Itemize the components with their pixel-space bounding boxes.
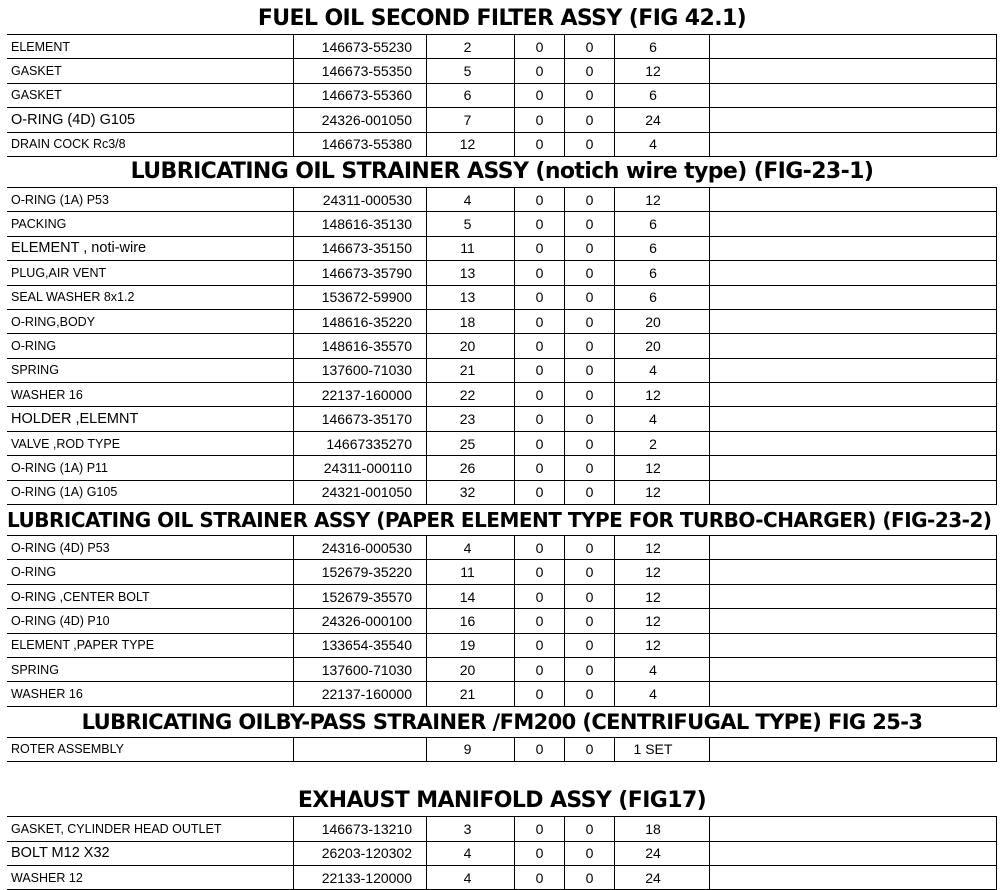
part-number-cell: 24311-000110 xyxy=(294,456,427,479)
remarks-cell xyxy=(710,432,997,455)
qty-b-cell: 0 xyxy=(565,359,615,382)
part-number-cell: 24311-000530 xyxy=(294,188,427,211)
qty-b-cell: 0 xyxy=(565,133,615,156)
remarks-cell xyxy=(710,634,997,657)
qty-total-cell: 24 xyxy=(615,866,710,889)
part-name-cell: GASKET, CYLINDER HEAD OUTLET xyxy=(7,817,294,840)
part-number-cell: 24316-000530 xyxy=(294,536,427,559)
qty-total-cell: 12 xyxy=(615,536,710,559)
qty-b-cell: 0 xyxy=(565,310,615,333)
table-row xyxy=(7,634,997,658)
part-name-cell: O-RING (4D) P53 xyxy=(7,536,294,559)
qty-b-cell: 0 xyxy=(565,585,615,608)
section-title: LUBRICATING OIL STRAINER ASSY (PAPER ELEMENT TYPE FOR TURBO-CHARGER) (FIG-23-2) xyxy=(7,505,997,536)
qty-a-cell: 0 xyxy=(515,560,565,583)
qty-total-cell: 12 xyxy=(615,609,710,632)
remarks-cell xyxy=(710,212,997,235)
remarks-cell xyxy=(710,237,997,260)
table-row xyxy=(7,84,997,108)
part-number-cell: 146673-35790 xyxy=(294,261,427,284)
fig-number-cell: 11 xyxy=(427,237,515,260)
part-number-cell: 26203-120302 xyxy=(294,842,427,865)
fig-number-cell: 20 xyxy=(427,658,515,681)
section-spacer xyxy=(7,762,997,786)
table-row xyxy=(7,609,997,633)
part-number-cell xyxy=(294,738,427,761)
qty-total-cell: 24 xyxy=(615,108,710,131)
table-row xyxy=(7,585,997,609)
qty-a-cell: 0 xyxy=(515,133,565,156)
table-row xyxy=(7,866,997,890)
table-row xyxy=(7,481,997,505)
table-row xyxy=(7,108,997,132)
fig-number-cell: 18 xyxy=(427,310,515,333)
qty-total-cell: 12 xyxy=(615,383,710,406)
part-number-cell: 22137-160000 xyxy=(294,682,427,705)
qty-total-cell: 4 xyxy=(615,133,710,156)
qty-a-cell: 0 xyxy=(515,817,565,840)
qty-a-cell: 0 xyxy=(515,383,565,406)
part-name-cell: SEAL WASHER 8x1.2 xyxy=(7,286,294,309)
fig-number-cell: 21 xyxy=(427,359,515,382)
table-row xyxy=(7,658,997,682)
qty-total-cell: 6 xyxy=(615,84,710,107)
table-row xyxy=(7,59,997,83)
section-title: FUEL OIL SECOND FILTER ASSY (FIG 42.1) xyxy=(7,4,997,35)
qty-b-cell: 0 xyxy=(565,286,615,309)
part-number-cell: 24326-000100 xyxy=(294,609,427,632)
part-name-cell: GASKET xyxy=(7,59,294,82)
remarks-cell xyxy=(710,658,997,681)
remarks-cell xyxy=(710,59,997,82)
section-title: LUBRICATING OIL STRAINER ASSY (notich wire type) (FIG-23-1) xyxy=(7,157,997,188)
table-row xyxy=(7,212,997,236)
remarks-cell xyxy=(710,133,997,156)
part-number-cell: 137600-71030 xyxy=(294,658,427,681)
qty-b-cell: 0 xyxy=(565,658,615,681)
fig-number-cell: 11 xyxy=(427,560,515,583)
qty-b-cell: 0 xyxy=(565,261,615,284)
table-row xyxy=(7,817,997,841)
qty-total-cell: 12 xyxy=(615,585,710,608)
remarks-cell xyxy=(710,842,997,865)
qty-total-cell: 12 xyxy=(615,481,710,504)
qty-total-cell: 2 xyxy=(615,432,710,455)
part-name-cell: VALVE ,ROD TYPE xyxy=(7,432,294,455)
fig-number-cell: 9 xyxy=(427,738,515,761)
part-number-cell: 146673-55230 xyxy=(294,35,427,58)
part-number-cell: 22137-160000 xyxy=(294,383,427,406)
qty-b-cell: 0 xyxy=(565,108,615,131)
qty-b-cell: 0 xyxy=(565,560,615,583)
remarks-cell xyxy=(710,188,997,211)
table-row xyxy=(7,286,997,310)
qty-total-cell: 6 xyxy=(615,261,710,284)
remarks-cell xyxy=(710,560,997,583)
part-number-cell: 146673-55360 xyxy=(294,84,427,107)
qty-a-cell: 0 xyxy=(515,35,565,58)
qty-a-cell: 0 xyxy=(515,866,565,889)
qty-a-cell: 0 xyxy=(515,84,565,107)
part-name-cell: PLUG,AIR VENT xyxy=(7,261,294,284)
part-number-cell: 137600-71030 xyxy=(294,359,427,382)
qty-b-cell: 0 xyxy=(565,866,615,889)
part-name-cell: GASKET xyxy=(7,84,294,107)
part-number-cell: 24321-001050 xyxy=(294,481,427,504)
qty-total-cell: 12 xyxy=(615,188,710,211)
part-name-cell: PACKING xyxy=(7,212,294,235)
qty-a-cell: 0 xyxy=(515,738,565,761)
qty-a-cell: 0 xyxy=(515,536,565,559)
part-name-cell: DRAIN COCK Rc3/8 xyxy=(7,133,294,156)
qty-b-cell: 0 xyxy=(565,188,615,211)
table-row xyxy=(7,407,997,431)
part-number-cell: 146673-55350 xyxy=(294,59,427,82)
remarks-cell xyxy=(710,407,997,430)
qty-b-cell: 0 xyxy=(565,634,615,657)
fig-number-cell: 13 xyxy=(427,286,515,309)
part-number-cell: 153672-59900 xyxy=(294,286,427,309)
qty-b-cell: 0 xyxy=(565,609,615,632)
part-name-cell: O-RING (1A) G105 xyxy=(7,481,294,504)
table-row xyxy=(7,35,997,59)
qty-a-cell: 0 xyxy=(515,432,565,455)
qty-a-cell: 0 xyxy=(515,237,565,260)
part-number-cell: 22133-120000 xyxy=(294,866,427,889)
part-name-cell: ELEMENT xyxy=(7,35,294,58)
qty-total-cell: 6 xyxy=(615,35,710,58)
qty-total-cell: 4 xyxy=(615,682,710,705)
qty-total-cell: 12 xyxy=(615,634,710,657)
part-name-cell: WASHER 16 xyxy=(7,682,294,705)
qty-total-cell: 4 xyxy=(615,407,710,430)
part-number-cell: 146673-55380 xyxy=(294,133,427,156)
qty-a-cell: 0 xyxy=(515,59,565,82)
qty-a-cell: 0 xyxy=(515,609,565,632)
table-row xyxy=(7,682,997,706)
fig-number-cell: 12 xyxy=(427,133,515,156)
fig-number-cell: 4 xyxy=(427,866,515,889)
qty-b-cell: 0 xyxy=(565,35,615,58)
qty-b-cell: 0 xyxy=(565,334,615,357)
qty-a-cell: 0 xyxy=(515,108,565,131)
qty-b-cell: 0 xyxy=(565,682,615,705)
remarks-cell xyxy=(710,84,997,107)
qty-b-cell: 0 xyxy=(565,84,615,107)
remarks-cell xyxy=(710,310,997,333)
part-name-cell: BOLT M12 X32 xyxy=(7,842,294,865)
qty-a-cell: 0 xyxy=(515,286,565,309)
fig-number-cell: 25 xyxy=(427,432,515,455)
qty-total-cell: 24 xyxy=(615,842,710,865)
remarks-cell xyxy=(710,35,997,58)
qty-total-cell: 20 xyxy=(615,310,710,333)
qty-total-cell: 6 xyxy=(615,212,710,235)
qty-a-cell: 0 xyxy=(515,188,565,211)
table-row xyxy=(7,310,997,334)
qty-b-cell: 0 xyxy=(565,407,615,430)
fig-number-cell: 26 xyxy=(427,456,515,479)
section-title: LUBRICATING OILBY-PASS STRAINER /FM200 (CENTRIFUGAL TYPE) FIG 25-3 xyxy=(7,707,997,738)
qty-a-cell: 0 xyxy=(515,334,565,357)
qty-a-cell: 0 xyxy=(515,682,565,705)
part-name-cell: O-RING (1A) P11 xyxy=(7,456,294,479)
fig-number-cell: 4 xyxy=(427,188,515,211)
table-row xyxy=(7,334,997,358)
qty-total-cell: 1 SET xyxy=(615,738,710,761)
qty-a-cell: 0 xyxy=(515,585,565,608)
part-name-cell: ELEMENT , noti-wire xyxy=(7,237,294,260)
part-name-cell: O-RING (1A) P53 xyxy=(7,188,294,211)
part-name-cell: WASHER 12 xyxy=(7,866,294,889)
part-name-cell: O-RING (4D) P10 xyxy=(7,609,294,632)
qty-b-cell: 0 xyxy=(565,237,615,260)
remarks-cell xyxy=(710,481,997,504)
parts-table xyxy=(7,4,997,890)
part-number-cell: 146673-13210 xyxy=(294,817,427,840)
fig-number-cell: 13 xyxy=(427,261,515,284)
fig-number-cell: 7 xyxy=(427,108,515,131)
part-name-cell: SPRING xyxy=(7,658,294,681)
table-row xyxy=(7,560,997,584)
fig-number-cell: 2 xyxy=(427,35,515,58)
remarks-cell xyxy=(710,334,997,357)
table-row xyxy=(7,738,997,762)
qty-a-cell: 0 xyxy=(515,212,565,235)
part-number-cell: 133654-35540 xyxy=(294,634,427,657)
qty-b-cell: 0 xyxy=(565,536,615,559)
table-row xyxy=(7,133,997,157)
qty-total-cell: 6 xyxy=(615,237,710,260)
qty-a-cell: 0 xyxy=(515,407,565,430)
remarks-cell xyxy=(710,866,997,889)
fig-number-cell: 23 xyxy=(427,407,515,430)
part-name-cell: O-RING ,CENTER BOLT xyxy=(7,585,294,608)
remarks-cell xyxy=(710,456,997,479)
part-name-cell: O-RING,BODY xyxy=(7,310,294,333)
qty-a-cell: 0 xyxy=(515,842,565,865)
part-number-cell: 148616-35130 xyxy=(294,212,427,235)
remarks-cell xyxy=(710,108,997,131)
table-row xyxy=(7,456,997,480)
remarks-cell xyxy=(710,682,997,705)
qty-a-cell: 0 xyxy=(515,658,565,681)
fig-number-cell: 4 xyxy=(427,842,515,865)
table-row xyxy=(7,237,997,261)
fig-number-cell: 3 xyxy=(427,817,515,840)
part-name-cell: WASHER 16 xyxy=(7,383,294,406)
part-number-cell: 148616-35220 xyxy=(294,310,427,333)
remarks-cell xyxy=(710,383,997,406)
qty-b-cell: 0 xyxy=(565,432,615,455)
table-row xyxy=(7,432,997,456)
qty-a-cell: 0 xyxy=(515,481,565,504)
table-row xyxy=(7,842,997,866)
part-number-cell: 152679-35220 xyxy=(294,560,427,583)
qty-total-cell: 12 xyxy=(615,560,710,583)
fig-number-cell: 21 xyxy=(427,682,515,705)
qty-a-cell: 0 xyxy=(515,261,565,284)
qty-total-cell: 12 xyxy=(615,456,710,479)
remarks-cell xyxy=(710,585,997,608)
fig-number-cell: 19 xyxy=(427,634,515,657)
fig-number-cell: 22 xyxy=(427,383,515,406)
fig-number-cell: 20 xyxy=(427,334,515,357)
qty-total-cell: 6 xyxy=(615,286,710,309)
remarks-cell xyxy=(710,261,997,284)
qty-a-cell: 0 xyxy=(515,634,565,657)
qty-b-cell: 0 xyxy=(565,59,615,82)
fig-number-cell: 5 xyxy=(427,59,515,82)
qty-total-cell: 12 xyxy=(615,59,710,82)
qty-a-cell: 0 xyxy=(515,456,565,479)
part-number-cell: 24326-001050 xyxy=(294,108,427,131)
part-name-cell: ELEMENT ,PAPER TYPE xyxy=(7,634,294,657)
fig-number-cell: 32 xyxy=(427,481,515,504)
qty-b-cell: 0 xyxy=(565,738,615,761)
qty-total-cell: 20 xyxy=(615,334,710,357)
part-number-cell: 146673-35150 xyxy=(294,237,427,260)
remarks-cell xyxy=(710,817,997,840)
qty-b-cell: 0 xyxy=(565,817,615,840)
qty-a-cell: 0 xyxy=(515,310,565,333)
table-row xyxy=(7,383,997,407)
part-number-cell: 152679-35570 xyxy=(294,585,427,608)
remarks-cell xyxy=(710,738,997,761)
fig-number-cell: 14 xyxy=(427,585,515,608)
qty-total-cell: 4 xyxy=(615,658,710,681)
fig-number-cell: 4 xyxy=(427,536,515,559)
remarks-cell xyxy=(710,609,997,632)
section-title: EXHAUST MANIFOLD ASSY (FIG17) xyxy=(7,786,997,817)
qty-total-cell: 4 xyxy=(615,359,710,382)
remarks-cell xyxy=(710,286,997,309)
qty-b-cell: 0 xyxy=(565,212,615,235)
part-name-cell: O-RING xyxy=(7,334,294,357)
qty-a-cell: 0 xyxy=(515,359,565,382)
qty-b-cell: 0 xyxy=(565,842,615,865)
table-row xyxy=(7,261,997,285)
fig-number-cell: 6 xyxy=(427,84,515,107)
remarks-cell xyxy=(710,359,997,382)
part-number-cell: 14667335270 xyxy=(294,432,427,455)
part-name-cell: O-RING xyxy=(7,560,294,583)
qty-b-cell: 0 xyxy=(565,456,615,479)
part-name-cell: SPRING xyxy=(7,359,294,382)
part-number-cell: 146673-35170 xyxy=(294,407,427,430)
remarks-cell xyxy=(710,536,997,559)
table-row xyxy=(7,536,997,560)
fig-number-cell: 5 xyxy=(427,212,515,235)
part-name-cell: HOLDER ,ELEMNT xyxy=(7,407,294,430)
qty-total-cell: 18 xyxy=(615,817,710,840)
qty-b-cell: 0 xyxy=(565,481,615,504)
part-name-cell: ROTER ASSEMBLY xyxy=(7,738,294,761)
table-row xyxy=(7,188,997,212)
table-row xyxy=(7,359,997,383)
part-number-cell: 148616-35570 xyxy=(294,334,427,357)
part-name-cell: O-RING (4D) G105 xyxy=(7,108,294,131)
qty-b-cell: 0 xyxy=(565,383,615,406)
fig-number-cell: 16 xyxy=(427,609,515,632)
